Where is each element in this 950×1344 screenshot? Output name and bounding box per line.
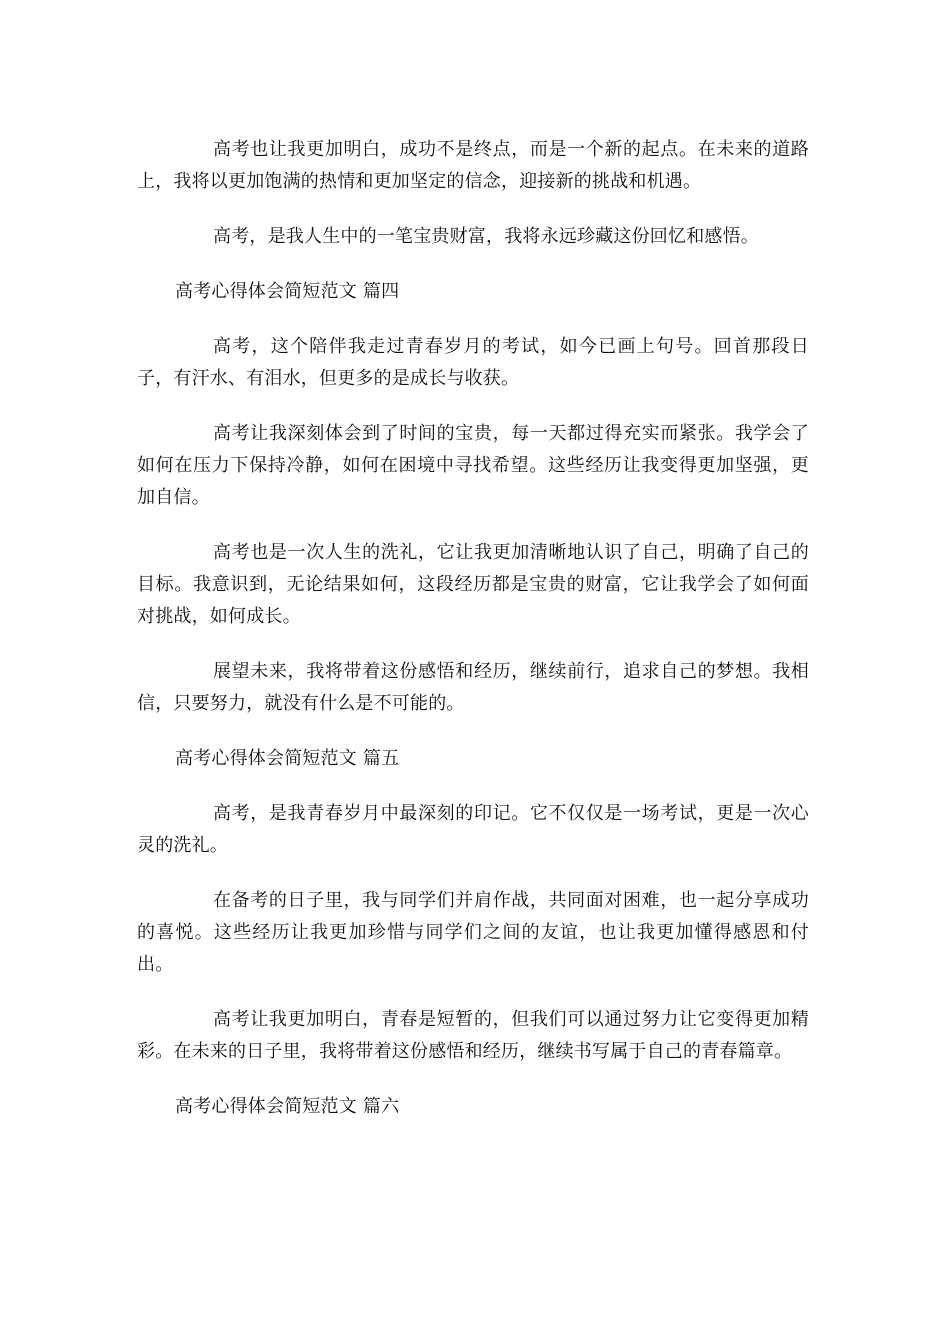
section-heading: 高考心得体会简短范文 篇四 bbox=[175, 281, 400, 302]
section-heading: 高考心得体会简短范文 篇六 bbox=[175, 1096, 400, 1117]
section-heading: 高考心得体会简短范文 篇五 bbox=[175, 748, 400, 769]
paragraph: 高考，是我青春岁月中最深刻的印记。它不仅仅是一场考试，更是一次心灵的洗礼。 bbox=[137, 803, 809, 856]
paragraph: 高考，是我人生中的一笔宝贵财富，我将永远珍藏这份回忆和感悟。 bbox=[213, 226, 759, 247]
paragraph: 高考让我更加明白，青春是短暂的，但我们可以通过努力让它变得更加精彩。在未来的日子里，我将带着这份感悟和经历，继续书写属于自己的青春篇章。 bbox=[137, 1009, 809, 1062]
paragraph: 在备考的日子里，我与同学们并肩作战，共同面对困难，也一起分享成功的喜悦。这些经历让我更加珍惜与同学们之间的友谊，也让我更加懂得感恩和付出。 bbox=[137, 890, 809, 975]
paragraph: 高考，这个陪伴我走过青春岁月的考试，如今已画上句号。回首那段日子，有汗水、有泪水，但更多的是成长与收获。 bbox=[137, 336, 809, 389]
paragraph: 高考也让我更加明白，成功不是终点，而是一个新的起点。在未来的道路上，我将以更加饱满的热情和更加坚定的信念，迎接新的挑战和机遇。 bbox=[137, 139, 809, 192]
document-body bbox=[137, 134, 809, 1146]
paragraph: 高考也是一次人生的洗礼，它让我更加清晰地认识了自己，明确了自己的目标。我意识到，无论结果如何，这段经历都是宝贵的财富，它让我学会了如何面对挑战，如何成长。 bbox=[137, 542, 809, 627]
paragraph: 高考让我深刻体会到了时间的宝贵，每一天都过得充实而紧张。我学会了如何在压力下保持冷静，如何在困境中寻找希望。这些经历让我变得更加坚强，更加自信。 bbox=[137, 423, 809, 508]
paragraph: 展望未来，我将带着这份感悟和经历，继续前行，追求自己的梦想。我相信，只要努力，就没有什么是不可能的。 bbox=[137, 661, 809, 714]
